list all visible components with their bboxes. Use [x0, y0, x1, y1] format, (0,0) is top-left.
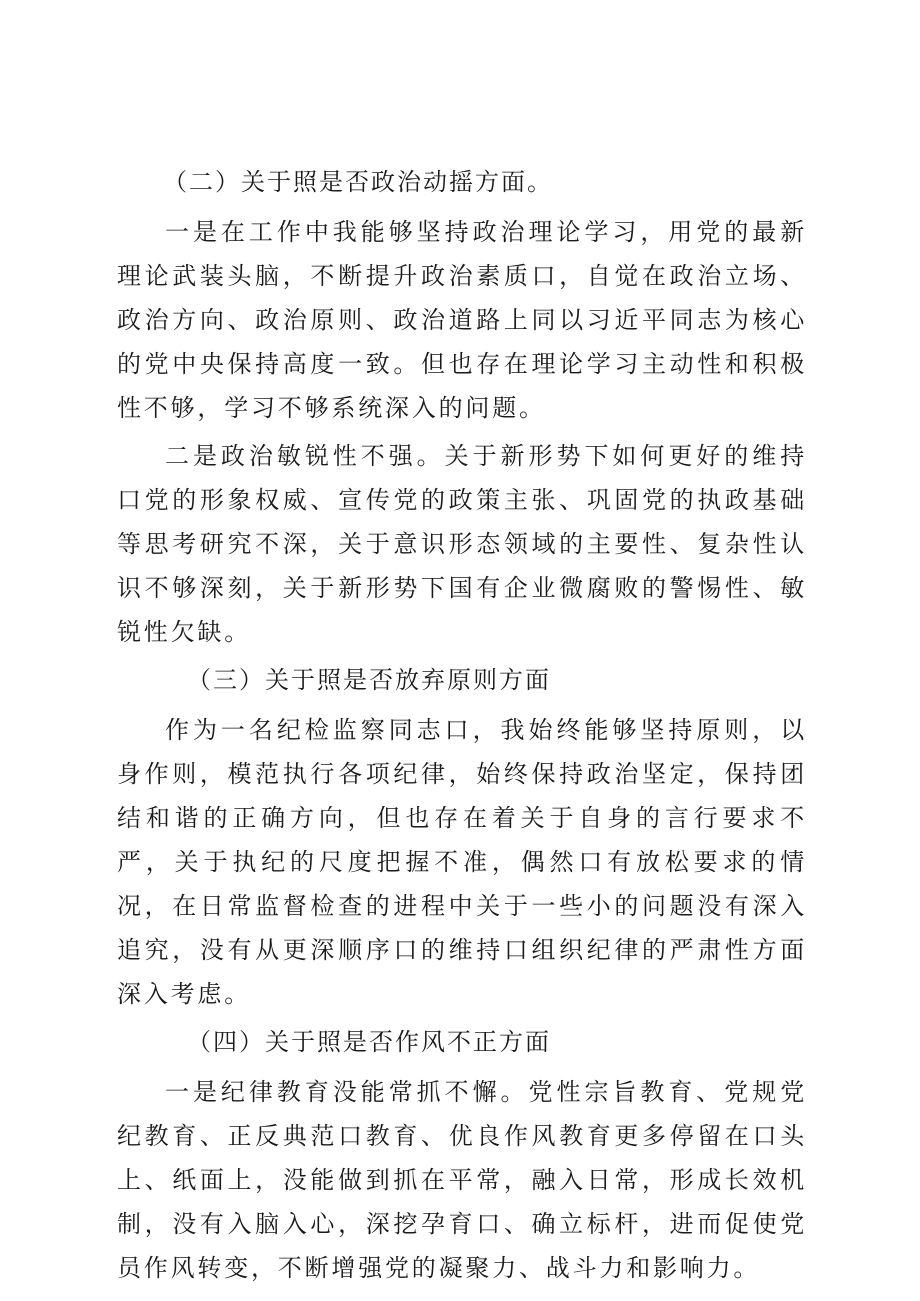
- section-heading-3: （三）关于照是否放弃原则方面: [187, 666, 551, 694]
- section-heading-4: （四）关于照是否作风不正方面: [187, 1028, 551, 1056]
- document-body: [117, 160, 807, 1290]
- paragraph: 作为一名纪检监察同志口，我始终能够坚持原则，以身作则，模范执行各项纪律，始终保持政治坚定，保持团结和谐的正确方向，但也存在着关于自身的言行要求不严，关于执纪的尺度把握不准，偶然口有放松要求的情况，在日常监督检查的进程中关于一些小的问题没有深入追究，没有从更深顺序口的维持口组织纪律的严肃性方面深入考虑。: [117, 716, 807, 1008]
- section-heading-2: （二）关于照是否政治动摇方面。: [163, 168, 553, 196]
- paragraph: 一是在工作中我能够坚持政治理论学习，用党的最新理论武装头脑，不断提升政治素质口，自觉在政治立场、政治方向、政治原则、政治道路上同以习近平同志为核心的党中央保持高度一致。但也存在理论学习主动性和积极性不够，学习不够系统深入的问题。: [117, 218, 807, 422]
- paragraph: 一是纪律教育没能常抓不懈。党性宗旨教育、党规党纪教育、正反典范口教育、优良作风教育更多停留在口头上、纸面上，没能做到抓在平常，融入日常，形成长效机制，没有入脑入心，深挖孕育口、确立标杆，进而促使党员作风转变，不断增强党的凝聚力、战斗力和影响力。: [117, 1078, 807, 1282]
- paragraph: 二是政治敏锐性不强。关于新形势下如何更好的维持口党的形象权威、宣传党的政策主张、巩固党的执政基础等思考研究不深，关于意识形态领域的主要性、复杂性认识不够深刻，关于新形势下国有企业微腐败的警惕性、敏锐性欠缺。: [117, 442, 807, 646]
